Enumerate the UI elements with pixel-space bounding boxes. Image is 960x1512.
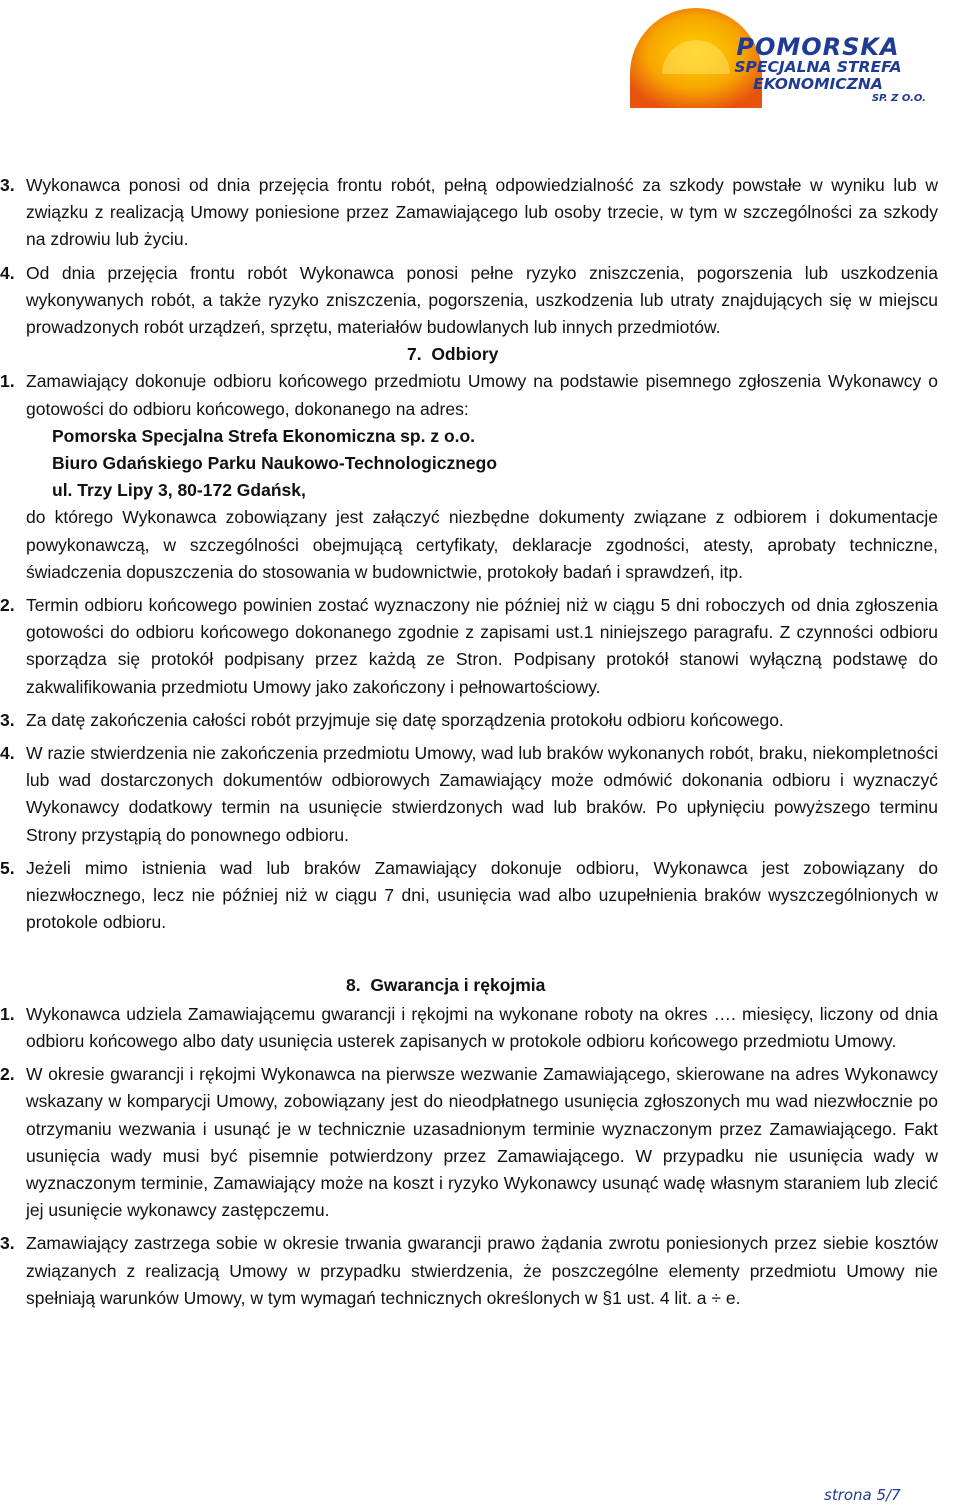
s6-paragraph-4-text: Od dnia przejęcia frontu robót Wykonawca ponosi pełne ryzyko zniszczenia, pogorszenia lub uszkodzenia wykonywanych robót, a także ryzyko zniszczenia, pogorszenia, uszkodzenia lub utraty znajdujących się w miejscu prowadzonych robót urządzeń, sprzętu, materiałów budowlanych lub innych przedmiotów. xyxy=(26,262,938,338)
s7-paragraph-4 xyxy=(0,740,938,849)
s7-paragraph-3-number: 3. xyxy=(0,709,15,730)
s8-paragraph-3-text: Zamawiający zastrzega sobie w okresie trwania gwarancji prawo żądania zwrotu poniesionych przez siebie kosztów związanych z realizacją Umowy w przypadku stwierdzenia, że poszczególne elementy przedmiotu Umowy nie spełniają warunków Umowy, w tym wymagań technicznych określonych w §1 ust. 4 lit. a ÷ e. xyxy=(26,1233,938,1308)
s6-paragraph-3 xyxy=(0,172,938,254)
s7-paragraph-2-text: Termin odbioru końcowego powinien zostać wyznaczony nie później niż w ciągu 5 dni roboczych od dnia zgłoszenia gotowości do odbioru końcowego dokonanego zgodnie z zapisami ust.1 niniejszego paragrafu. Z czynności odbioru sporządza się protokół podpisany przez każdą ze Stron. Podpisany protokół stanowi wyłączną podstawę do zakwalifikowania przedmiotu Umowy jako zakończony i pełnowartościowy. xyxy=(26,595,938,697)
s8-paragraph-1-number: 1. xyxy=(0,1003,15,1024)
section-8-heading: 8. Gwarancja i rękojmia xyxy=(346,975,546,996)
address-line-2: Biuro Gdańskiego Parku Naukowo-Technologicznego xyxy=(52,453,498,474)
address-line-1: Pomorska Specjalna Strefa Ekonomiczna sp. z o.o. xyxy=(52,425,476,446)
logo-wordmark xyxy=(688,35,948,104)
s8-paragraph-1-text: Wykonawca udziela Zamawiającemu gwarancji i rękojmi na wykonane roboty na okres …. miesięcy, liczony od dnia odbioru końcowego albo daty usunięcia usterek zapisanych w protokole odbioru końcowego przedmiotu Umowy. xyxy=(26,1003,938,1051)
s7-paragraph-1 xyxy=(0,368,938,422)
s7-paragraph-1-text: Zamawiający dokonuje odbioru końcowego przedmiotu Umowy na podstawie pisemnego zgłoszenia Wykonawcy o gotowości do odbioru końcowego, dokonanego na adres: xyxy=(26,371,938,419)
page-number: strona 5/7 xyxy=(824,1486,901,1504)
s8-paragraph-3 xyxy=(0,1230,938,1312)
s6-paragraph-3-text: Wykonawca ponosi od dnia przejęcia frontu robót, pełną odpowiedzialność za szkody powstałe w wyniku lub w związku z realizacją Umowy poniesione przez Zamawiającego lub osoby trzecie, w tym w szczególności za szkody na zdrowiu lub życiu. xyxy=(26,175,938,250)
s7-paragraph-5-text: Jeżeli mimo istnienia wad lub braków Zamawiający dokonuje odbioru, Wykonawca jest zobowiązany do niezwłocznego, lecz nie później niż w ciągu 7 dni, usunięcia wad albo uzupełnienia braków wyszczególnionych w protokole odbioru. xyxy=(26,857,938,933)
s7-paragraph-1-text-2: do którego Wykonawca zobowiązany jest załączyć niezbędne dokumenty związane z odbiorem i dokumentacje powykonawczą, w szczególności obejmującą certyfikaty, deklaracje zgodności, atesty, aprobaty techniczne, świadczenia dopuszczenia do stosowania w budownictwie, protokoły badań i sprawdzeń, itp. xyxy=(26,507,938,582)
s6-paragraph-4-number: 4. xyxy=(0,262,15,283)
s8-paragraph-2-number: 2. xyxy=(0,1064,15,1085)
logo-line-2: SPECJALNA STREFA xyxy=(734,58,902,76)
s6-paragraph-4 xyxy=(0,260,938,342)
s8-paragraph-2 xyxy=(0,1061,938,1224)
s7-paragraph-1-continuation xyxy=(26,504,938,586)
s7-paragraph-1-number: 1. xyxy=(0,371,15,392)
logo-line-1: POMORSKA xyxy=(736,33,900,61)
s8-paragraph-3-number: 3. xyxy=(0,1233,15,1254)
company-logo xyxy=(622,4,952,108)
s6-paragraph-3-number: 3. xyxy=(0,175,15,195)
document-body xyxy=(0,172,960,1312)
s7-paragraph-4-text: W razie stwierdzenia nie zakończenia przedmiotu Umowy, wad lub braków wykonanych robót, braku, niekompletności lub wad dostarczonych dokumentów odbiorowych Zamawiający może odmówić dokonania odbioru i wyznaczyć Wykonawcy dodatkowy termin na usunięcie stwierdzonych wad lub braków. Po upłynięciu powyższego terminu Strony przystąpią do ponownego odbioru. xyxy=(26,743,938,845)
s7-paragraph-5-number: 5. xyxy=(0,857,15,878)
section-7-heading: 7. Odbiory xyxy=(407,344,499,365)
s7-paragraph-4-number: 4. xyxy=(0,743,15,764)
s7-paragraph-5 xyxy=(0,855,938,937)
s7-paragraph-3-text: Za datę zakończenia całości robót przyjmuje się datę sporządzenia protokołu odbioru końcowego. xyxy=(26,709,784,730)
logo-line-4: SP. Z O.O. xyxy=(871,93,926,104)
s8-paragraph-2-text: W okresie gwarancji i rękojmi Wykonawca na pierwsze wezwanie Zamawiającego, skierowane na adres Wykonawcy wskazany w komparycji Umowy, zobowiązany jest do nieodpłatnego usunięcia zgłoszonych mu wad niezwłocznie po otrzymaniu wezwania i usunąć je w technicznie uzasadnionym terminie wyznaczonym przez Zamawiającego. Fakt usunięcia wady musi być pisemnie potwierdzony przez Zamawiającego. W przypadku nie usunięcia wady w wyznaczonym terminie, Zamawiający może na koszt i ryzyko Wykonawcy usunąć wadę własnym staraniem lub zlecić jej usunięcie wykonawcy zastępczemu. xyxy=(26,1064,938,1221)
s7-paragraph-2-number: 2. xyxy=(0,595,15,616)
s8-paragraph-1 xyxy=(0,1001,938,1055)
address-line-3: ul. Trzy Lipy 3, 80-172 Gdańsk, xyxy=(52,480,306,501)
s7-paragraph-3 xyxy=(0,707,938,734)
s7-paragraph-2 xyxy=(0,592,938,701)
logo-line-3: EKONOMICZNA xyxy=(753,74,883,93)
